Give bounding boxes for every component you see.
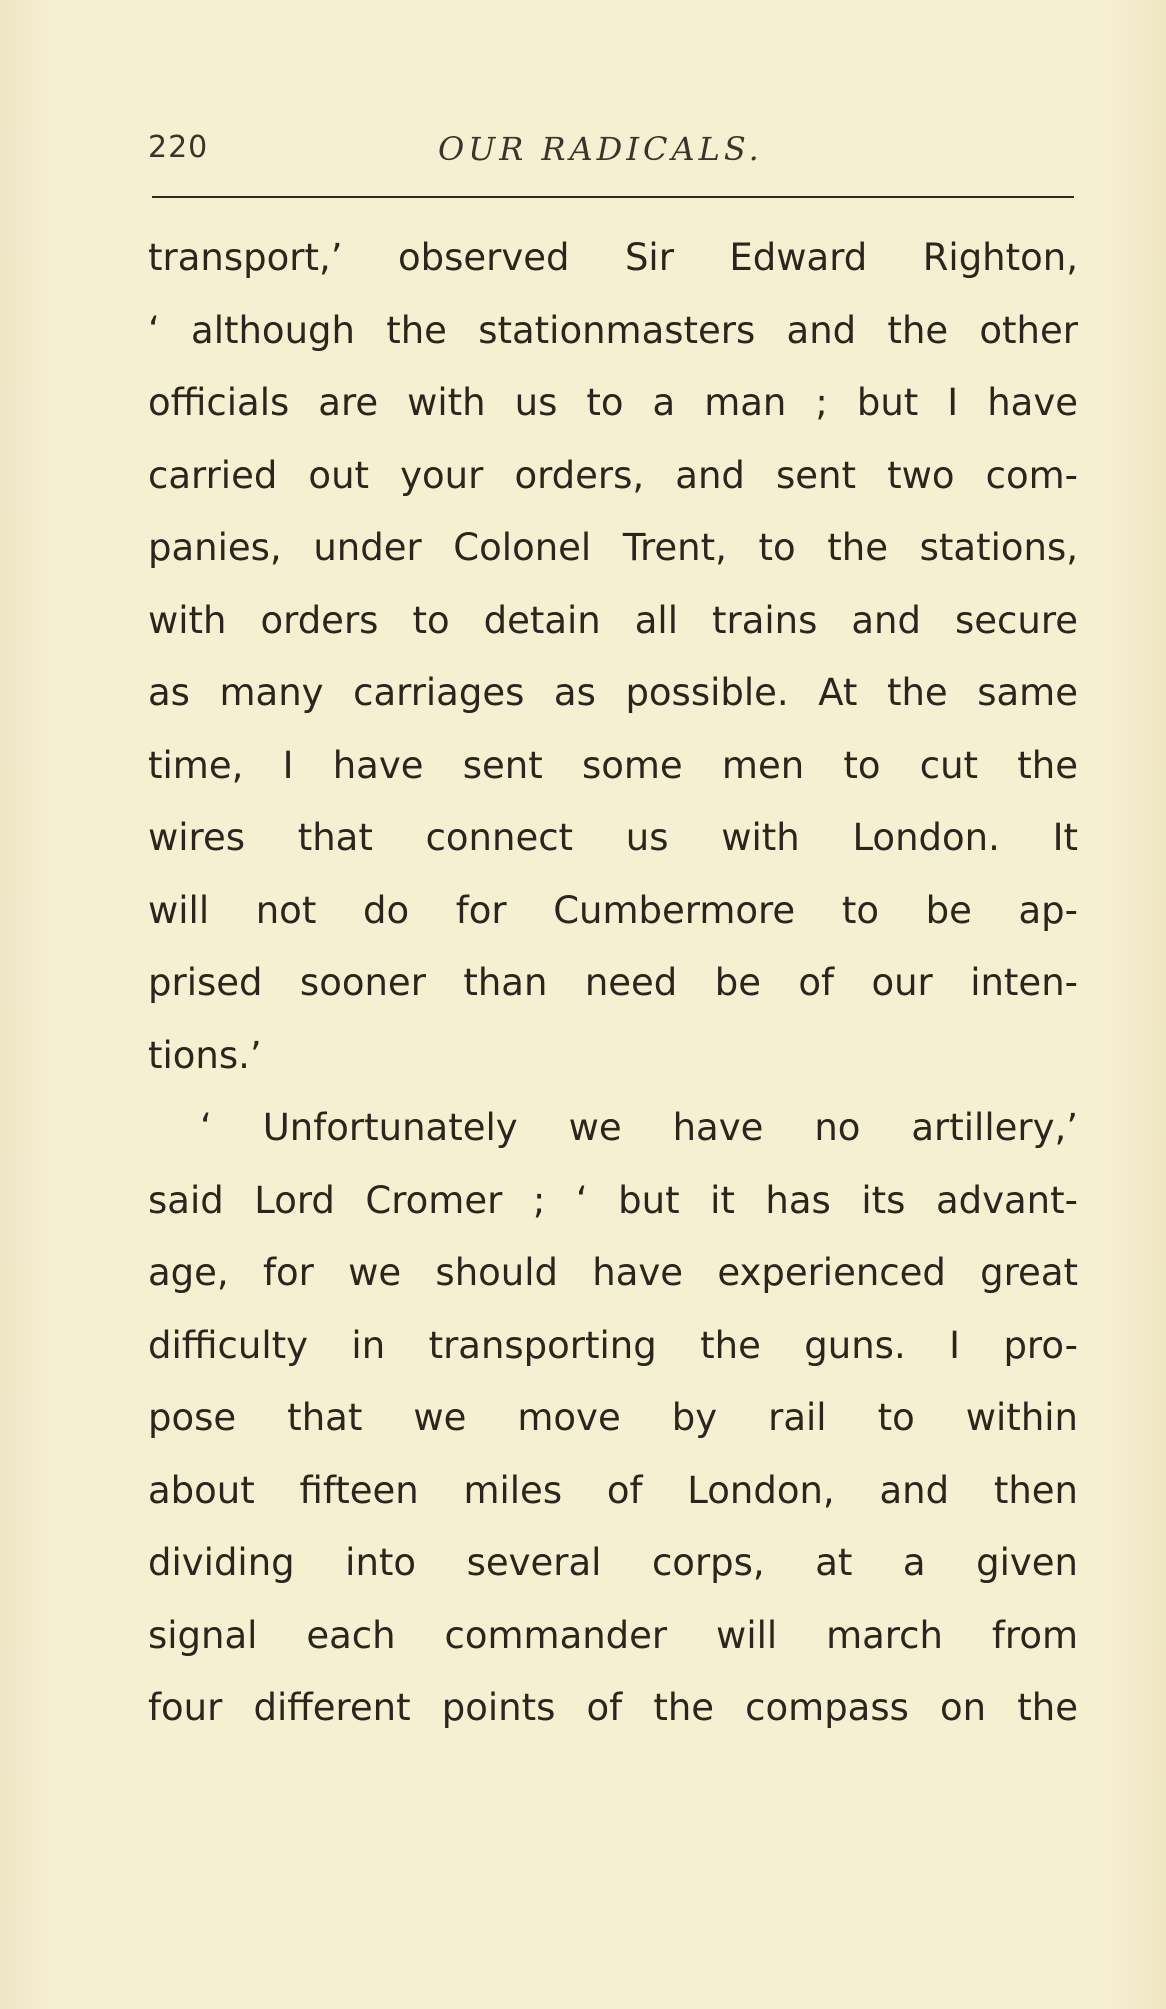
running-head bbox=[148, 130, 1078, 180]
text-line: said Lord Cromer ; ‘ but it has its advant- bbox=[148, 1178, 1078, 1222]
text-line: tions.’ bbox=[148, 1033, 262, 1077]
text-line: about fifteen miles of London, and then bbox=[148, 1468, 1078, 1512]
header-rule bbox=[152, 196, 1074, 198]
text-line: officials are with us to a man ; but I have bbox=[148, 381, 1078, 424]
text-line: prised sooner than need be of our inten- bbox=[148, 961, 1078, 1004]
text-line: wires that connect us with London. It bbox=[148, 816, 1078, 859]
body-text bbox=[148, 222, 1078, 1745]
text-line: will not do for Cumbermore to be ap- bbox=[148, 888, 1078, 932]
text-line: four different points of the compass on the bbox=[148, 1686, 1078, 1729]
text-line: difficulty in transporting the guns. I pro- bbox=[148, 1323, 1078, 1367]
running-title: OUR RADICALS. bbox=[438, 130, 763, 168]
page-number: 220 bbox=[148, 130, 209, 165]
text-line: ‘ Unfortunately we have no artillery,’ bbox=[200, 1106, 1078, 1149]
text-line: pose that we move by rail to within bbox=[148, 1396, 1078, 1439]
text-line: with orders to detain all trains and secure bbox=[148, 598, 1078, 642]
text-line: dividing into several corps, at a given bbox=[148, 1541, 1078, 1584]
text-line: carried out your orders, and sent two com- bbox=[148, 453, 1078, 497]
text-line: ‘ although the stationmasters and the other bbox=[148, 308, 1078, 352]
text-line: transport,’ observed Sir Edward Righton, bbox=[148, 236, 1078, 279]
text-line: panies, under Colonel Trent, to the stations, bbox=[148, 526, 1078, 569]
text-line: as many carriages as possible. At the same bbox=[148, 671, 1078, 714]
text-line: signal each commander will march from bbox=[148, 1613, 1078, 1657]
text-line: time, I have sent some men to cut the bbox=[148, 743, 1078, 787]
text-line: age, for we should have experienced great bbox=[148, 1251, 1078, 1294]
